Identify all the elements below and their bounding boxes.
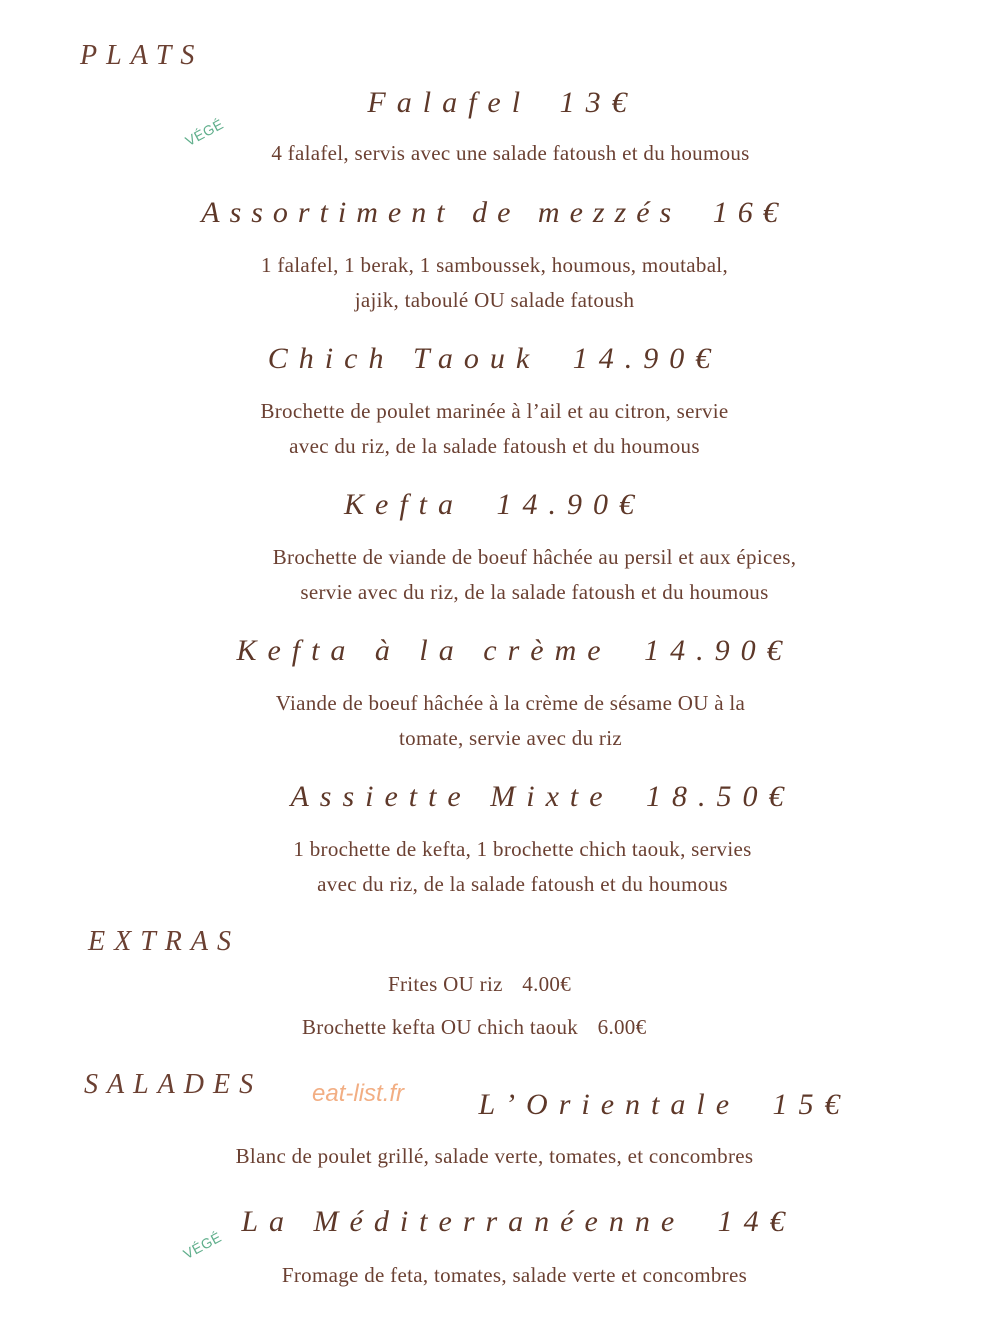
vege-badge: VÉGÉ [180, 1228, 225, 1262]
desc-line: Brochette de poulet marinée à l’ail et au citron, servie [260, 399, 729, 423]
desc-line: jajik, taboulé OU salade fatoush [354, 288, 635, 312]
dish-name: Chich Taouk [267, 342, 541, 375]
dish-desc-mezzes [0, 248, 989, 318]
dish-desc-orientale [0, 1139, 989, 1174]
dish-price: 15€ [772, 1088, 851, 1121]
dish-title-falafel [0, 86, 989, 120]
extra-price: 6.00€ [597, 1015, 647, 1039]
dish-name: La Méditerranéenne [241, 1205, 686, 1238]
dish-name: Kefta [344, 488, 464, 521]
dish-title-assiette-mixte [0, 780, 989, 814]
dish-price: 16€ [712, 196, 788, 229]
dish-name: L’Orientale [478, 1088, 741, 1121]
desc-line: servie avec du riz, de la salade fatoush et du houmous [300, 580, 769, 604]
extra-item [302, 1015, 646, 1040]
dish-title-orientale [0, 1088, 989, 1122]
dish-desc-assiette-mixte [0, 832, 989, 902]
dish-price: 14.90€ [572, 342, 722, 375]
dish-price: 13€ [559, 86, 638, 119]
dish-price: 18.50€ [646, 780, 795, 813]
extra-label: Brochette kefta OU chich taouk [302, 1015, 579, 1039]
desc-line: Viande de boeuf hâchée à la crème de sésame OU à la [275, 691, 746, 715]
section-heading-extras: EXTRAS [88, 926, 240, 957]
extra-label: Frites OU riz [388, 972, 503, 996]
dish-title-kefta-creme [0, 634, 989, 668]
dish-name: Assiette Mixte [290, 780, 614, 813]
desc-line: Brochette de viande de boeuf hâchée au persil et aux épices, [272, 545, 797, 569]
dish-desc-mediterraneenne [0, 1258, 989, 1293]
watermark: eat-list.fr [312, 1080, 405, 1107]
extra-item [388, 972, 571, 997]
dish-desc-kefta-creme [0, 686, 989, 756]
section-heading-plats: PLATS [80, 40, 204, 71]
dish-desc-falafel [0, 136, 989, 171]
desc-line: 1 brochette de kefta, 1 brochette chich taouk, servies [293, 837, 752, 861]
vege-badge: VÉGÉ [182, 115, 227, 149]
dish-desc-kefta [0, 540, 989, 610]
desc-line: avec du riz, de la salade fatoush et du houmous [317, 872, 728, 896]
desc-line: Fromage de feta, tomates, salade verte et concombres [281, 1263, 748, 1287]
dish-title-chich-taouk [0, 342, 989, 376]
desc-line: tomate, servie avec du riz [399, 726, 622, 750]
dish-name: Assortiment de mezzés [201, 196, 682, 229]
extra-price: 4.00€ [522, 972, 572, 996]
dish-title-kefta [0, 488, 989, 522]
dish-title-mediterraneenne [0, 1205, 989, 1239]
dish-price: 14€ [717, 1205, 796, 1238]
dish-price: 14.90€ [644, 634, 793, 667]
dish-title-mezzes [0, 196, 989, 230]
desc-line: Blanc de poulet grillé, salade verte, tomates, et concombres [235, 1144, 754, 1168]
dish-name: Kefta à la crème [236, 634, 612, 667]
dish-desc-chich-taouk [0, 394, 989, 464]
desc-line: 4 falafel, servis avec une salade fatoush et du houmous [271, 141, 750, 165]
desc-line: 1 falafel, 1 berak, 1 samboussek, houmous, moutabal, [261, 253, 728, 277]
desc-line: avec du riz, de la salade fatoush et du houmous [289, 434, 700, 458]
section-heading-salades: SALADES [84, 1069, 263, 1100]
dish-price: 14.90€ [496, 488, 645, 521]
dish-name: Falafel [367, 86, 532, 119]
